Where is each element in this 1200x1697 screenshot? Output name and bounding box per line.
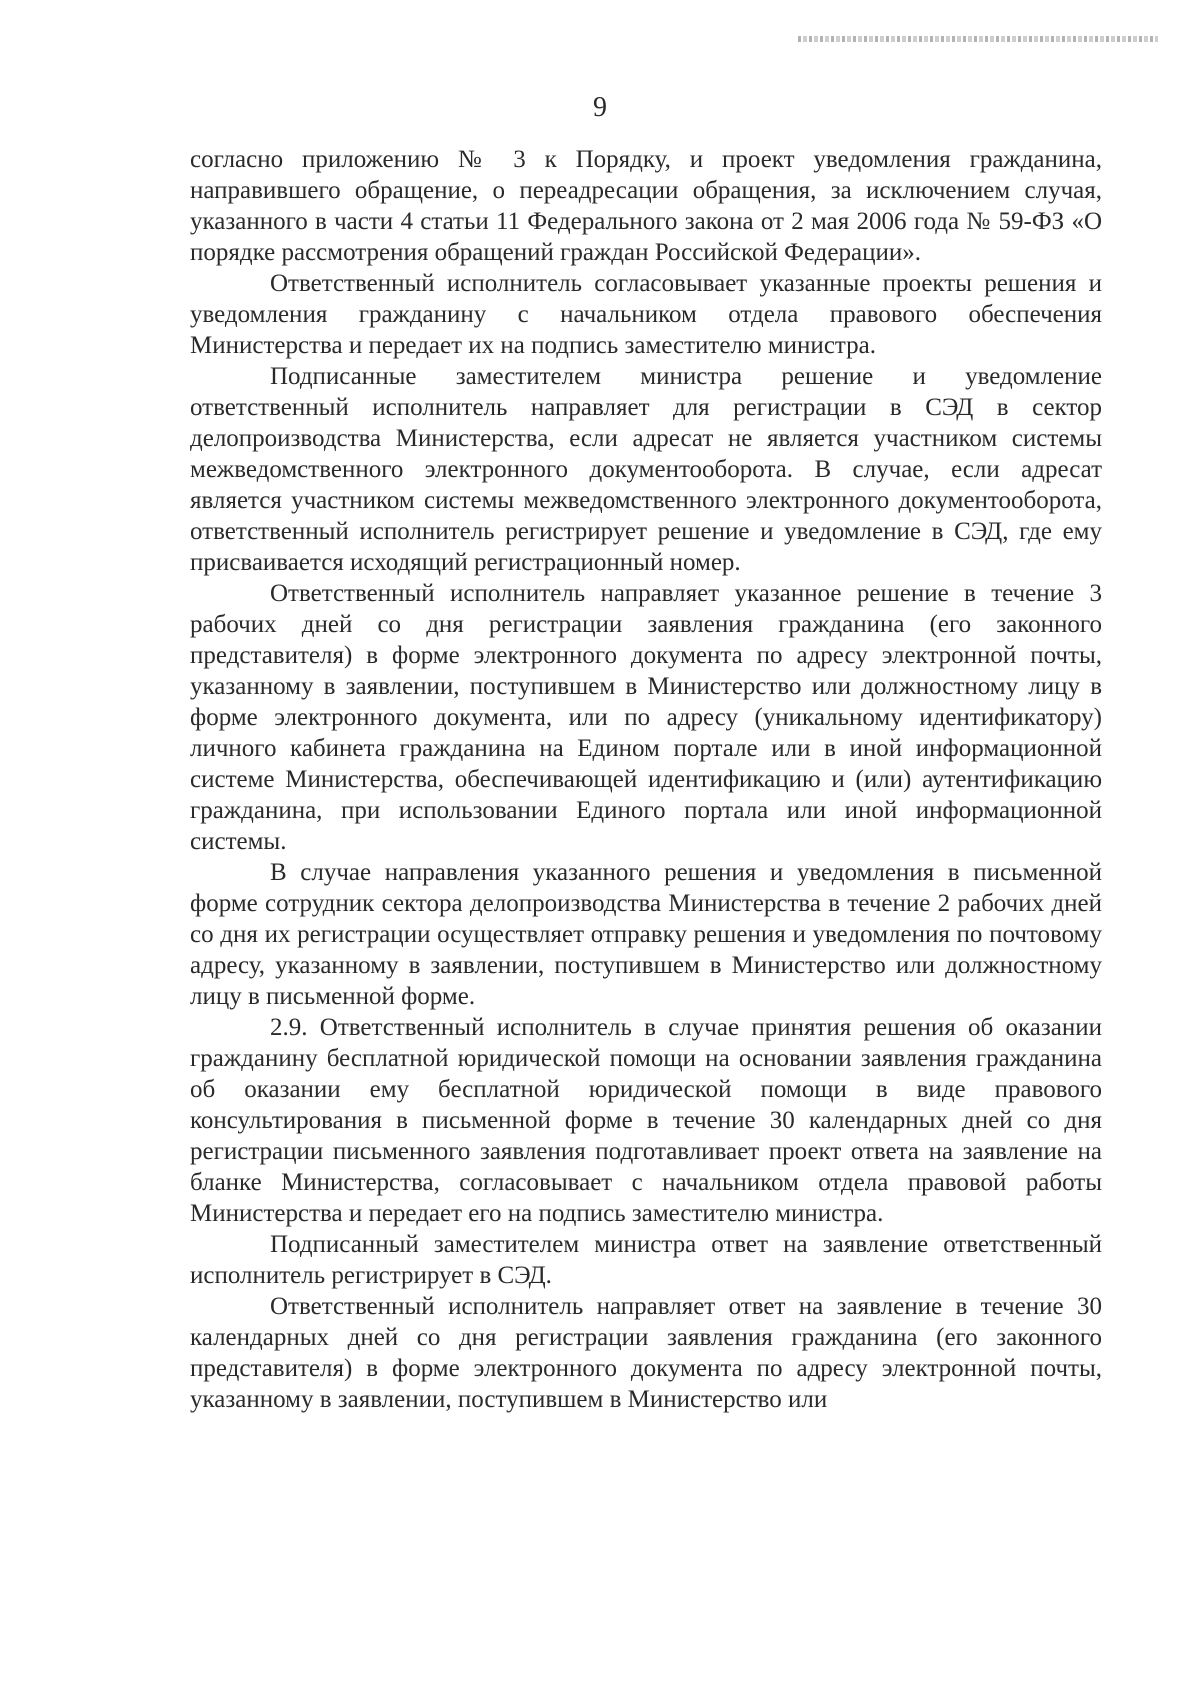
paragraph-4: Ответственный исполнитель направляет указанное решение в течение 3 рабочих дней со дня регистрации заявления гражданина (его законного представителя) в форме электронного документа по адресу электронной почты, указанному в заявлении, поступившем в Министерство или должностному лицу в форме электронного документа, или по адресу (уникальному идентификатору) личного кабинета гражданина на Едином портале или в иной информационной системе Министерства, обеспечивающей идентификацию и (или) аутентификацию гражданина, при использовании Единого портала или иной информационной системы. [190, 580, 1102, 855]
page-number: 9 [593, 92, 607, 123]
paragraph-3: Подписанные заместителем министра решение и уведомление ответственный исполнитель направляет для регистрации в СЭД в сектор делопроизводства Министерства, если адресат не является участником системы межведомственного электронного документооборота. В случае, если адресат является участником системы межведомственного электронного документооборота, ответственный исполнитель регистрирует решение и уведомление в СЭД, где ему присваивается исходящий регистрационный номер. [190, 363, 1102, 576]
paragraph-7: Подписанный заместителем министра ответ на заявление ответственный исполнитель регистрирует в СЭД. [190, 1231, 1102, 1289]
paragraph-8: Ответственный исполнитель направляет ответ на заявление в течение 30 календарных дней со дня регистрации заявления гражданина (его законного представителя) в форме электронного документа по адресу электронной почты, указанному в заявлении, поступившем в Министерство или [190, 1293, 1102, 1413]
paragraph-1: согласно приложению № 3 к Порядку, и проект уведомления гражданина, направившего обращение, о переадресации обращения, за исключением случая, указанного в части 4 статьи 11 Федерального закона от 2 мая 2006 года № 59-ФЗ «О порядке рассмотрения обращений граждан Российской Федерации». [190, 146, 1102, 266]
paragraph-6-section-2-9: 2.9. Ответственный исполнитель в случае принятия решения об оказании гражданину бесплатной юридической помощи на основании заявления гражданина об оказании ему бесплатной юридической помощи в виде правового консультирования в письменной форме в течение 30 календарных дней со дня регистрации письменного заявления подготавливает проект ответа на заявление на бланке Министерства, согласовывает с начальником отдела правовой работы Министерства и передает его на подпись заместителю министра. [190, 1014, 1102, 1227]
document-body [190, 144, 1102, 1415]
paragraph-5: В случае направления указанного решения и уведомления в письменной форме сотрудник сектора делопроизводства Министерства в течение 2 рабочих дней со дня их регистрации осуществляет отправку решения и уведомления по почтовому адресу, указанному в заявлении, поступившем в Министерство или должностному лицу в письменной форме. [190, 859, 1102, 1010]
scan-artifact-marks [798, 36, 1158, 42]
paragraph-2: Ответственный исполнитель согласовывает указанные проекты решения и уведомления гражданину с начальником отдела правового обеспечения Министерства и передает их на подпись заместителю министра. [190, 270, 1102, 359]
